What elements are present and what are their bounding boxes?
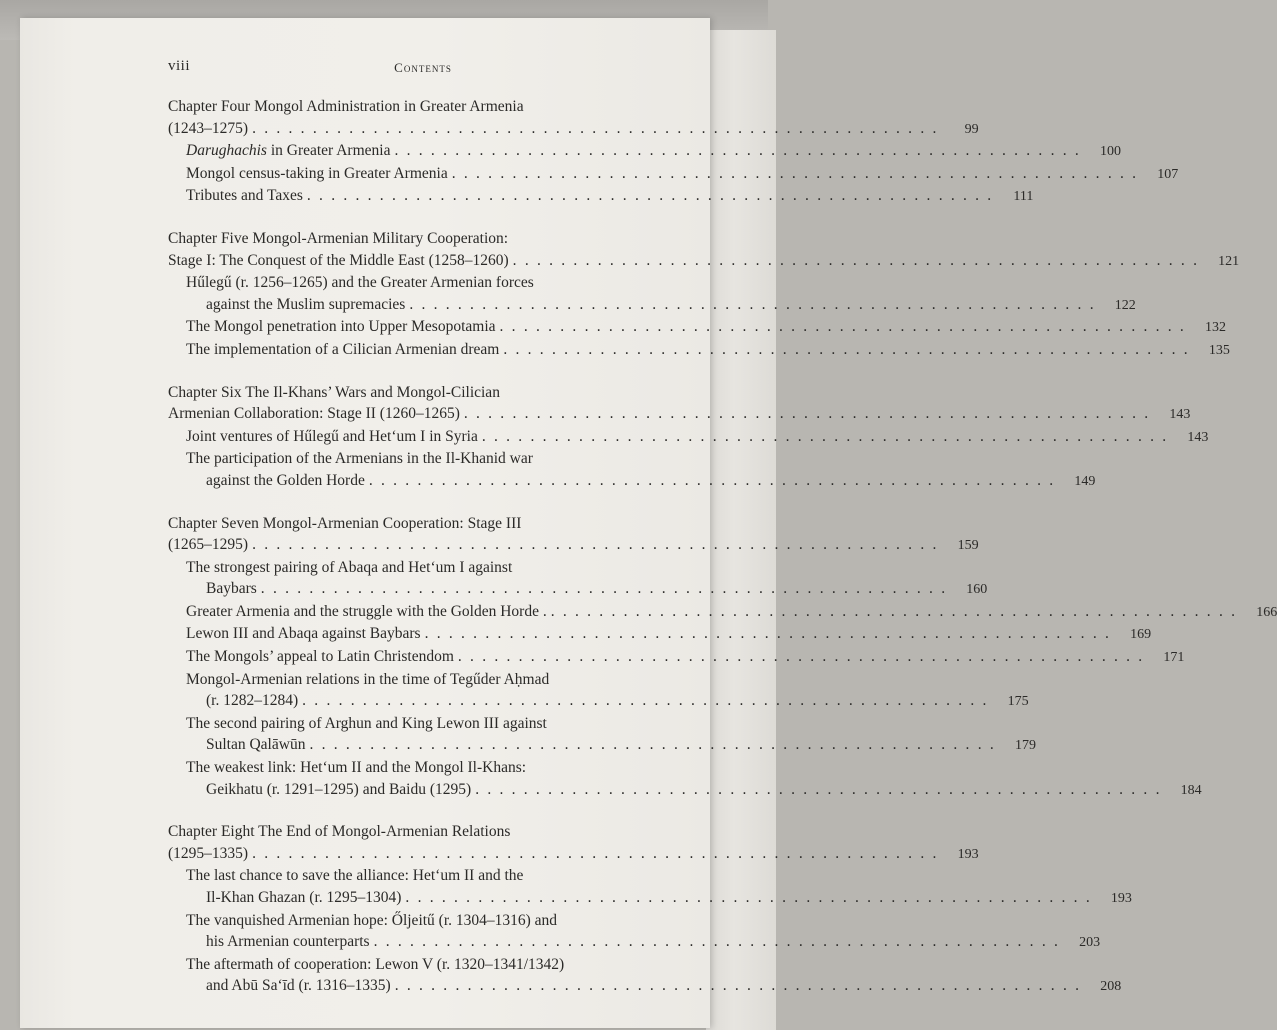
toc-subsection-line: [168, 713, 680, 735]
entry-text: Chapter Six The Il-Khans’ Wars and Mongol-Cilician: [168, 383, 500, 401]
page-ref: 160: [966, 582, 988, 598]
toc-subsection: [168, 954, 1122, 998]
toc-chapter-line: [168, 513, 680, 535]
entry-text: Hűlegű (r. 1256–1265) and the Greater Armenian forces: [186, 274, 534, 292]
toc-subsection-line: [168, 601, 1277, 624]
entry-text: (r. 1282–1284): [206, 692, 299, 710]
dot-leader: . . . . . . . . . . . . . . . . . . . . . . . . . . . . . . . . . . . . . . . . . . . . . . . . . . . . . . . . .: [475, 780, 1162, 798]
dot-leader: . . . . . . . . . . . . . . . . . . . . . . . . . . . . . . . . . . . . . . . . . . . . . . . . . . . . . . . . .: [409, 295, 1096, 313]
entry-text: The participation of the Armenians in the Il-Khanid war: [186, 450, 533, 468]
entry-text: The Mongols’ appeal to Latin Christendom: [186, 648, 454, 666]
page-ref: 111: [1013, 189, 1034, 205]
entry-text: Tributes and Taxes: [186, 187, 303, 205]
toc-subsection: [168, 601, 1277, 624]
entry-text: The second pairing of Arghun and King Lewon III against: [186, 714, 547, 732]
toc-subsection-line: [168, 975, 1122, 998]
toc-subsection-line: [168, 272, 680, 294]
toc-subsection-line: [168, 163, 1179, 186]
entry-text: Il-Khan Ghazan (r. 1295–1304): [206, 889, 402, 906]
dot-leader: . . . . . . . . . . . . . . . . . . . . . . . . . . . . . . . . . . . . . . . . . . . . . . . . . . . . . . . . .: [550, 602, 1238, 620]
page-ref: 149: [1074, 473, 1096, 489]
entry-text: his Armenian counterparts: [206, 933, 370, 951]
toc-subsection: [168, 163, 1179, 186]
entry-text: Stage I: The Conquest of the Middle East (1258–1260): [168, 251, 509, 269]
entry-text: The weakest link: Het‘um II and the Mongol Il-Khans:: [186, 759, 527, 777]
toc-subsection-line: [168, 931, 1101, 954]
dot-leader: . . . . . . . . . . . . . . . . . . . . . . . . . . . . . . . . . . . . . . . . . . . . . . . . . . . . . . . . .: [260, 580, 948, 598]
entry-text: The vanquished Armenian hope: Őljeitű (r. 1304–1316) and: [186, 911, 558, 929]
toc-subsection-line: [168, 185, 1034, 208]
page-ref: 107: [1157, 166, 1179, 182]
dot-leader: . . . . . . . . . . . . . . . . . . . . . . . . . . . . . . . . . . . . . . . . . . . . . . . . . . . . . . . . .: [512, 251, 1200, 269]
dot-leader: . . . . . . . . . . . . . . . . . . . . . . . . . . . . . . . . . . . . . . . . . . . . . . . . . . . . . . . . .: [306, 187, 994, 205]
running-title: Contents: [394, 60, 452, 75]
page-ref: 122: [1114, 297, 1136, 313]
page-number: viii: [168, 58, 191, 74]
entry-text: Sultan Qalāwūn: [206, 736, 306, 754]
entry-text: Baybars: [206, 580, 257, 598]
toc-subsection: [168, 557, 988, 601]
entry-text: (1243–1275): [168, 119, 249, 137]
toc-chapter-line: [168, 250, 1240, 273]
dot-leader: . . . . . . . . . . . . . . . . . . . . . . . . . . . . . . . . . . . . . . . . . . . . . . . . . . . . . . . . .: [302, 692, 989, 710]
page-ref: 184: [1180, 782, 1202, 798]
toc-subsection: [168, 713, 1036, 757]
entry-text: Chapter Five Mongol-Armenian Military Cooperation:: [168, 229, 509, 247]
toc-subsection-line: [168, 734, 1036, 757]
toc-subsection-line: [168, 140, 1121, 163]
toc-subsection: [168, 426, 1209, 449]
dot-leader: . . . . . . . . . . . . . . . . . . . . . . . . . . . . . . . . . . . . . . . . . . . . . . . . . . . . . . . . .: [252, 844, 939, 862]
page-ref: 159: [957, 538, 979, 554]
toc-chapter-line: [168, 118, 979, 141]
toc-subsection: [168, 339, 1230, 362]
dot-leader: . . . . . . . . . . . . . . . . . . . . . . . . . . . . . . . . . . . . . . . . . . . . . . . . . . . . . . . . .: [463, 405, 1151, 423]
page-ref: 171: [1163, 650, 1185, 666]
toc-chapter-line: [168, 821, 680, 843]
toc-subsection-line: [168, 294, 1136, 317]
table-of-contents: [168, 96, 1277, 1018]
dot-leader: . . . . . . . . . . . . . . . . . . . . . . . . . . . . . . . . . . . . . . . . . . . . . . . . . . . . . . . . .: [451, 164, 1139, 182]
toc-subsection-line: [168, 910, 680, 932]
page-header: [168, 58, 678, 78]
dot-leader: . . . . . . . . . . . . . . . . . . . . . . . . . . . . . . . . . . . . . . . . . . . . . . . . . . . . . . . . .: [252, 536, 939, 554]
toc-subsection-line: [168, 669, 680, 691]
toc-subsection-line: [168, 779, 1202, 802]
page-ref: 193: [957, 846, 979, 862]
toc-chapter-line: [168, 403, 1191, 426]
toc-subsection: [168, 646, 1185, 669]
entry-text: against the Golden Horde: [206, 471, 365, 489]
entry-text: Mongol-Armenian relations in the time of Tegűder Aḥmad: [186, 670, 550, 688]
page-ref: 193: [1110, 891, 1132, 906]
toc-chapter: [168, 96, 1179, 208]
entry-text: and Abū Sa‘īd (r. 1316–1335): [206, 977, 391, 995]
toc-subsection: [168, 185, 1034, 208]
toc-chapter-line: [168, 843, 979, 866]
entry-text: The Mongol penetration into Upper Mesopotamia: [186, 318, 496, 336]
toc-subsection-line: [168, 578, 988, 601]
page-ref: 132: [1205, 320, 1226, 336]
toc-subsection: [168, 865, 1132, 909]
toc-chapter-line: [168, 228, 680, 250]
toc-chapter: [168, 382, 1209, 493]
toc-subsection: [168, 757, 1202, 801]
toc-subsection-line: [168, 690, 1029, 713]
page-ref: 203: [1079, 935, 1101, 951]
toc-subsection-line: [168, 757, 680, 779]
dot-leader: . . . . . . . . . . . . . . . . . . . . . . . . . . . . . . . . . . . . . . . . . . . . . . . . . . . . . . . . .: [499, 318, 1186, 336]
toc-chapter: [168, 513, 1277, 802]
toc-subsection-line: [168, 316, 1226, 339]
entry-text: Armenian Collaboration: Stage II (1260–1265): [168, 405, 460, 423]
dot-leader: . . . . . . . . . . . . . . . . . . . . . . . . . . . . . . . . . . . . . . . . . . . . . . . . . . . . . . . . .: [457, 648, 1145, 666]
toc-subsection-line: [168, 557, 680, 579]
toc-subsection: [168, 140, 1121, 163]
dot-leader: . . . . . . . . . . . . . . . . . . . . . . . . . . . . . . . . . . . . . . . . . . . . . . . . . . . . . . . . .: [252, 119, 939, 137]
entry-text: Lewon III and Abaqa against Baybars: [186, 625, 421, 643]
page-ref: 121: [1218, 253, 1240, 269]
dot-leader: . . . . . . . . . . . . . . . . . . . . . . . . . . . . . . . . . . . . . . . . . . . . . . . . . . . . . . . . .: [481, 427, 1169, 445]
entry-text: (1295–1335): [168, 844, 249, 862]
entry-text: Chapter Seven Mongol-Armenian Cooperation: Stage III: [168, 514, 522, 532]
toc-chapter-line: [168, 96, 680, 118]
toc-chapter: [168, 821, 1132, 998]
entry-text: Chapter Eight The End of Mongol-Armenian Relations: [168, 823, 511, 841]
toc-subsection: [168, 623, 1152, 646]
toc-subsection-line: [168, 954, 680, 976]
page-ref: 169: [1130, 627, 1152, 643]
toc-subsection-line: [168, 646, 1185, 669]
entry-text: Greater Armenia and the struggle with the Golden Horde .: [186, 602, 547, 620]
page-ref: 143: [1187, 429, 1209, 445]
page-ref: 166: [1256, 604, 1277, 620]
entry-text: (1265–1295): [168, 536, 249, 554]
page-ref: 99: [964, 121, 979, 137]
page-ref: 100: [1099, 144, 1121, 160]
toc-subsection-line: [168, 448, 680, 470]
entry-text: The implementation of a Cilician Armenian dream: [186, 340, 500, 358]
entry-text: Mongol census-taking in Greater Armenia: [186, 164, 448, 182]
entry-text: The last chance to save the alliance: Het‘um II and the: [186, 867, 524, 885]
dot-leader: . . . . . . . . . . . . . . . . . . . . . . . . . . . . . . . . . . . . . . . . . . . . . . . . . . . . . . . . .: [503, 340, 1190, 358]
dot-leader: . . . . . . . . . . . . . . . . . . . . . . . . . . . . . . . . . . . . . . . . . . . . . . . . . . . . . . . . .: [394, 142, 1081, 160]
entry-text: Darughachis in Greater Armenia: [186, 142, 391, 160]
dot-leader: . . . . . . . . . . . . . . . . . . . . . . . . . . . . . . . . . . . . . . . . . . . . . . . . . . . . . . . . .: [373, 933, 1061, 951]
toc-subsection-line: [168, 426, 1209, 449]
toc-subsection-line: [168, 887, 1132, 910]
toc-subsection: [168, 272, 1136, 316]
page-ref: 175: [1007, 694, 1029, 710]
toc-subsection: [168, 316, 1226, 339]
toc-chapter: [168, 228, 1240, 362]
dot-leader: . . . . . . . . . . . . . . . . . . . . . . . . . . . . . . . . . . . . . . . . . . . . . . . . . . . . . . . . .: [405, 889, 1092, 906]
toc-subsection-line: [168, 623, 1152, 646]
entry-text: The aftermath of cooperation: Lewon V (r. 1320–1341/1342): [186, 955, 565, 973]
dot-leader: . . . . . . . . . . . . . . . . . . . . . . . . . . . . . . . . . . . . . . . . . . . . . . . . . . . . . . . . .: [368, 471, 1056, 489]
page-ref: 143: [1169, 407, 1191, 423]
dot-leader: . . . . . . . . . . . . . . . . . . . . . . . . . . . . . . . . . . . . . . . . . . . . . . . . . . . . . . . . .: [394, 977, 1082, 995]
dot-leader: . . . . . . . . . . . . . . . . . . . . . . . . . . . . . . . . . . . . . . . . . . . . . . . . . . . . . . . . .: [424, 625, 1112, 643]
toc-subsection-line: [168, 470, 1096, 493]
toc-subsection: [168, 910, 1101, 954]
page-ref: 135: [1208, 342, 1230, 358]
entry-text: Chapter Four Mongol Administration in Greater Armenia: [168, 98, 524, 115]
dot-leader: . . . . . . . . . . . . . . . . . . . . . . . . . . . . . . . . . . . . . . . . . . . . . . . . . . . . . . . . .: [309, 736, 996, 754]
entry-text: against the Muslim supremacies: [206, 295, 406, 313]
toc-subsection: [168, 448, 1096, 492]
page-ref: 208: [1100, 979, 1122, 995]
entry-text: Geikhatu (r. 1291–1295) and Baidu (1295): [206, 780, 472, 798]
page-ref: 179: [1014, 738, 1036, 754]
toc-subsection-line: [168, 865, 680, 887]
toc-subsection: [168, 669, 1029, 713]
toc-subsection-line: [168, 339, 1230, 362]
entry-text: The strongest pairing of Abaqa and Het‘um I against: [186, 558, 513, 576]
toc-chapter-line: [168, 534, 979, 557]
entry-text: Joint ventures of Hűlegű and Het‘um I in Syria: [186, 427, 478, 445]
toc-chapter-line: [168, 382, 680, 404]
